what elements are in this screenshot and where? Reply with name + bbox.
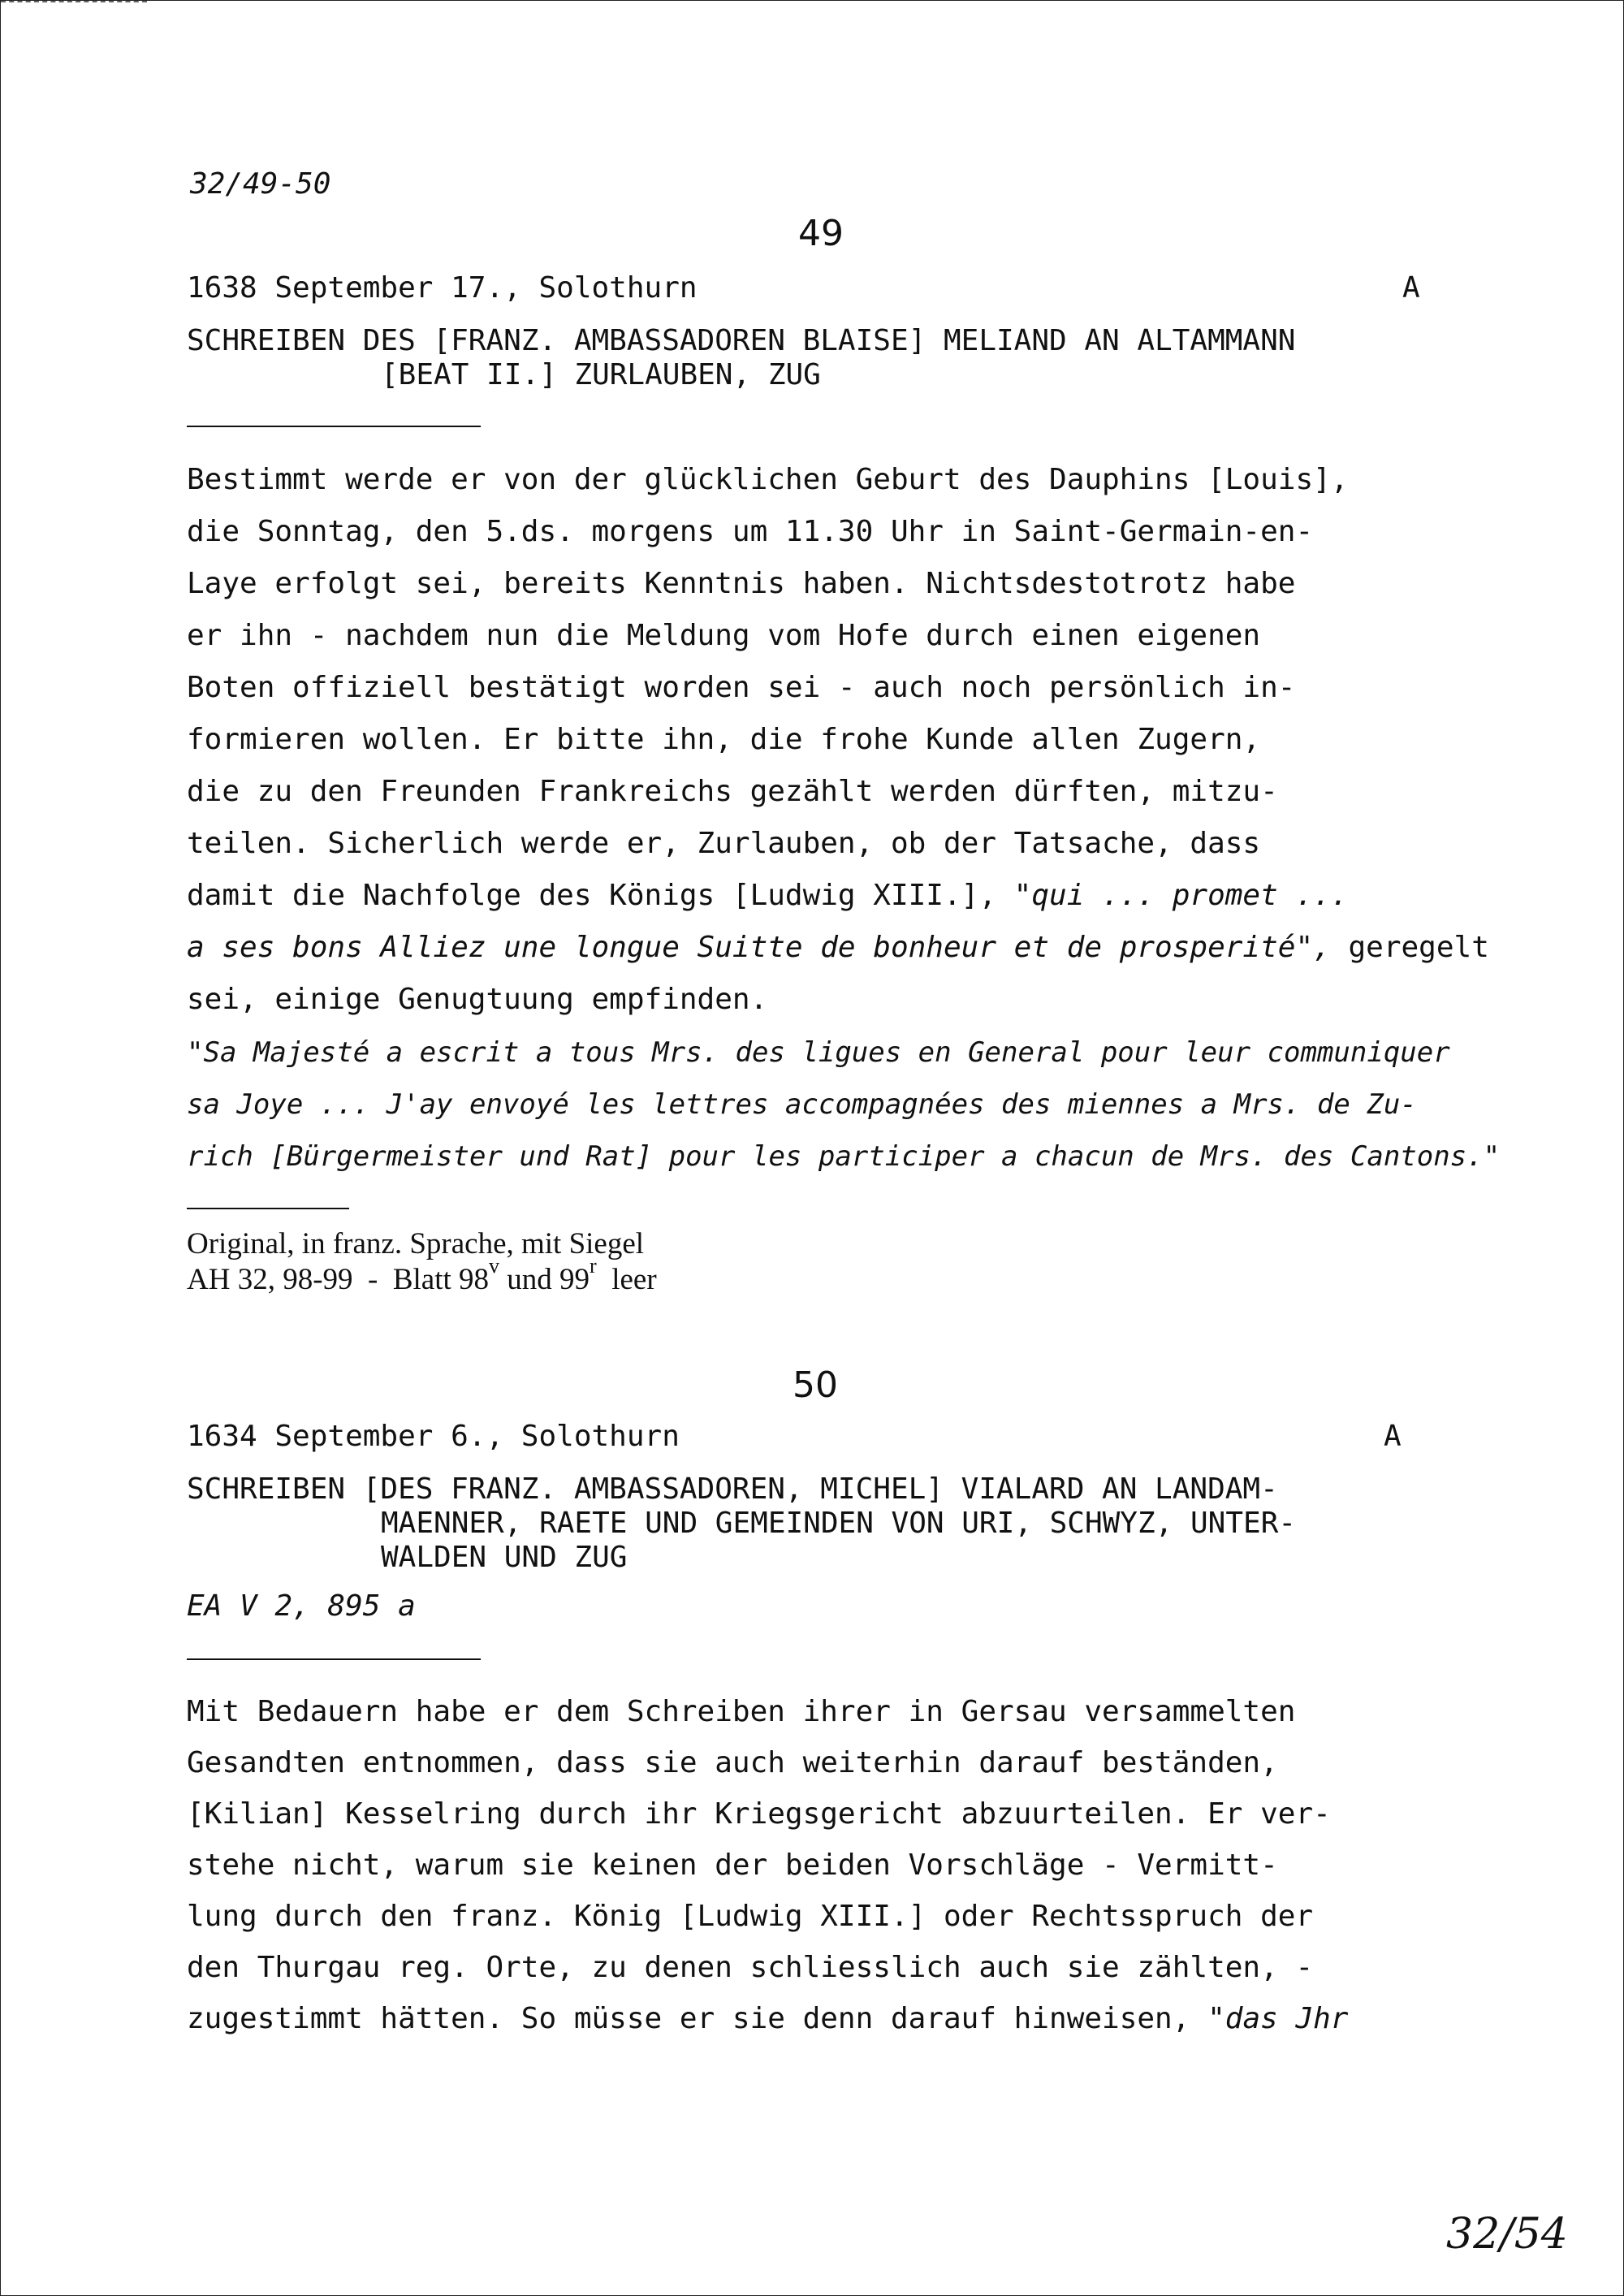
- quote-start: "das Jhr: [1207, 2002, 1349, 2035]
- body-text: zugestimmt hätten. So müsse er sie denn darauf hinweisen,: [187, 2002, 1208, 2035]
- doc50-reference: EA V 2, 895 a: [187, 1589, 416, 1623]
- doc50-dateline: 1634 September 6., Solothurn: [187, 1420, 680, 1453]
- doc49-title-line-2: [BEAT II.] ZURLAUBEN, ZUG: [381, 358, 821, 391]
- body-text: damit die Nachfolge des Königs [Ludwig XIII.],: [187, 879, 1014, 912]
- doc49-body-line: Laye erfolgt sei, bereits Kenntnis haben. Nichtsdestotrotz habe: [187, 567, 1296, 600]
- doc49-body-line: er ihn - nachdem nun die Meldung vom Hofe durch einen eigenen: [187, 619, 1261, 652]
- handwritten-page-mark: 32/54: [1446, 2210, 1568, 2259]
- doc49-quote-line: sa Joye ... J'ay envoyé les lettres accompagnées des miennes a Mrs. de Zu-: [187, 1088, 1417, 1121]
- doc50-body-line: stehe nicht, warum sie keinen der beiden Vorschläge - Vermitt-: [187, 1848, 1278, 1882]
- doc50-title-line-2: MAENNER, RAETE UND GEMEINDEN VON URI, SCHWYZ, UNTER-: [381, 1507, 1297, 1540]
- doc50-body-line-last: [187, 2001, 1348, 2037]
- section-divider: [187, 426, 481, 427]
- doc50-body-line: Mit Bedauern habe er dem Schreiben ihrer in Gersau versammelten: [187, 1695, 1296, 1728]
- doc49-body-line: die Sonntag, den 5.ds. morgens um 11.30 Uhr in Saint-Germain-en-: [187, 515, 1314, 548]
- doc49-tag: A: [1402, 271, 1420, 305]
- scan-edge-mark: [1, 1, 147, 2]
- section-divider: [187, 1658, 481, 1660]
- doc49-body-line-9: [187, 878, 1348, 914]
- doc49-quote-line: "Sa Majesté a escrit a tous Mrs. des ligues en General pour leur communiquer: [187, 1036, 1450, 1069]
- document-number-50: 50: [793, 1364, 838, 1406]
- doc49-source-line-1: Original, in franz. Sprache, mit Siegel: [187, 1227, 645, 1260]
- source-text: AH 32, 98-99 - Blatt 98: [187, 1263, 490, 1296]
- source-divider: [187, 1208, 349, 1209]
- doc49-body-line: formieren wollen. Er bitte ihn, die frohe Kunde allen Zugern,: [187, 723, 1261, 756]
- doc50-body-line: den Thurgau reg. Orte, zu denen schliesslich auch sie zählten, -: [187, 1951, 1314, 1984]
- doc50-body-line: [Kilian] Kesselring durch ihr Kriegsgericht abzuurteilen. Er ver-: [187, 1797, 1331, 1831]
- doc49-body-line: Bestimmt werde er von der glücklichen Geburt des Dauphins [Louis],: [187, 463, 1349, 496]
- doc50-tag: A: [1384, 1420, 1402, 1453]
- doc50-title-line-1: SCHREIBEN [DES FRANZ. AMBASSADOREN, MICHEL] VIALARD AN LANDAM-: [187, 1472, 1278, 1506]
- archive-reference: 32/49-50: [190, 167, 331, 201]
- document-number-49: 49: [798, 213, 844, 254]
- doc49-quote-line: rich [Bürgermeister und Rat] pour les participer a chacun de Mrs. des Cantons.": [187, 1140, 1501, 1173]
- doc49-dateline: 1638 September 17., Solothurn: [187, 271, 698, 305]
- body-text: geregelt: [1330, 931, 1489, 964]
- source-text: leer: [596, 1263, 657, 1296]
- doc49-body-line: die zu den Freunden Frankreichs gezählt werden dürften, mitzu-: [187, 775, 1278, 808]
- doc49-body-line-11: sei, einige Genugtuung empfinden.: [187, 983, 768, 1016]
- doc49-body-line: teilen. Sicherlich werde er, Zurlauben, ob der Tatsache, dass: [187, 827, 1261, 860]
- french-quote-end: a ses bons Alliez une longue Suitte de bonheur et de prosperité",: [187, 931, 1331, 964]
- superscript-recto: r: [590, 1254, 597, 1278]
- doc50-body-line: lung durch den franz. König [Ludwig XIII.] oder Rechtsspruch der: [187, 1900, 1314, 1933]
- doc49-body-line-10: [187, 930, 1489, 966]
- doc50-body-line: Gesandten entnommen, dass sie auch weiterhin darauf beständen,: [187, 1746, 1278, 1779]
- doc49-source-line-2: [187, 1254, 657, 1299]
- french-quote-start: "qui ... promet ...: [1013, 879, 1349, 912]
- source-text: und 99: [499, 1263, 590, 1296]
- doc49-title-line-1: SCHREIBEN DES [FRANZ. AMBASSADOREN BLAISE] MELIAND AN ALTAMMANN: [187, 324, 1296, 357]
- superscript-verso: v: [489, 1254, 500, 1278]
- doc50-title-line-3: WALDEN UND ZUG: [381, 1541, 628, 1574]
- doc49-body-line: Boten offiziell bestätigt worden sei - auch noch persönlich in-: [187, 671, 1296, 704]
